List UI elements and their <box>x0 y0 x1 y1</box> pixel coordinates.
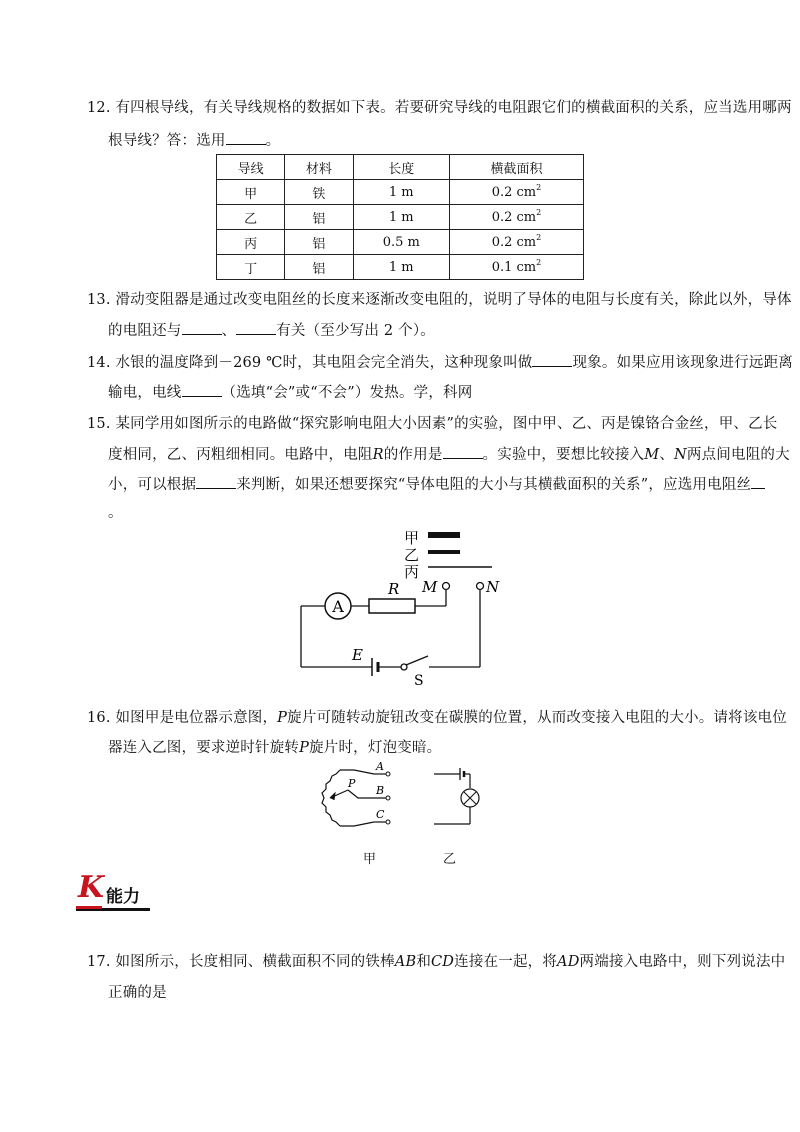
section-underline-accent <box>76 906 102 909</box>
resistor-label: R <box>388 580 400 598</box>
circuit-figure <box>296 522 506 692</box>
switch-blade <box>406 656 428 665</box>
q16-line1: 16. 如图甲是电位器示意图，P旋片可随转动旋钮改变在碳膜的位置，从而改变接入电阻的大小。请将该电位 <box>87 710 787 726</box>
resistor-symbol <box>369 599 415 613</box>
q15-line3: 小，可以根据 来判断，如果还想要探究“导体电阻的大小与其横截面积的关系”，应选用电阻丝 <box>108 474 765 495</box>
q17-line1: 17. 如图所示，长度相同、横截面积不同的铁棒AB和CD连接在一起，将AD两端接入电路中，则下列说法中 <box>87 954 786 970</box>
answer-blank <box>751 474 765 489</box>
terminal-n <box>477 583 484 590</box>
terminal-n-label: N <box>486 578 500 596</box>
section-title: 能力 <box>106 887 140 907</box>
wire-label-yi: 乙 <box>404 546 420 564</box>
q15-line4: 。 <box>108 505 123 521</box>
wire-sample-jia <box>428 532 460 538</box>
terminal-a <box>386 772 390 776</box>
answer-blank <box>182 382 222 397</box>
slider-label: P <box>348 777 356 790</box>
terminal-c <box>386 820 390 824</box>
q14-line2: 输电，电线 （选填“会”或“不会”）发热。学，科网 <box>108 382 472 403</box>
q13-line1: 13. 滑动变阻器是通过改变电阻丝的长度来逐渐改变电阻的，说明了导体的电阻与长度有关，除此以外，导体 <box>87 292 792 308</box>
answer-blank <box>236 320 276 335</box>
table-header: 材料 <box>285 155 353 180</box>
terminal-m <box>443 583 450 590</box>
terminal-b-label: B <box>376 784 385 797</box>
section-letter-k: K <box>78 870 105 905</box>
table-header: 横截面积 <box>449 155 583 180</box>
terminal-a-label: A <box>376 760 384 773</box>
terminal-m-label: M <box>422 578 438 596</box>
table-row: 甲 铁 1 m 0.2 $cm^2$ <box>217 180 584 205</box>
q12-line1: 12. 有四根导线，有关导线规格的数据如下表。若要研究导线的电阻跟它们的横截面积的关系，应当选用哪两 <box>87 100 792 116</box>
figure-caption-jia: 甲 <box>363 852 377 867</box>
answer-blank <box>532 352 572 367</box>
answer-blank <box>196 474 236 489</box>
answer-blank <box>226 130 266 145</box>
table-header: 导线 <box>217 155 285 180</box>
wire-label-bing: 丙 <box>404 563 420 581</box>
switch-label: S <box>414 673 424 689</box>
wire-spec-table <box>216 154 584 280</box>
table-row: 丙 铝 0.5 m 0.2 $cm^2$ <box>217 230 584 255</box>
q14-line1: 14. 水银的温度降到－269 ℃时，其电阻会完全消失，这种现象叫做 现象。如果应用该现象进行远距离 <box>87 352 793 373</box>
table-row: 丁 铝 1 m 0.1 $cm^2$ <box>217 255 584 280</box>
terminal-b <box>386 796 390 800</box>
wire-sample-yi <box>428 550 460 554</box>
q16-line2: 器连入乙图，要求逆时针旋转P旋片时，灯泡变暗。 <box>108 740 442 756</box>
potentiometer-figure <box>318 760 488 832</box>
answer-blank <box>182 320 222 335</box>
q15-line1: 15. 某同学用如图所示的电路做“探究影响电阻大小因素”的实验，图中甲、乙、丙是镍铬合金丝，甲、乙长 <box>87 416 778 432</box>
table-row: 乙 铝 1 m 0.2 $cm^2$ <box>217 205 584 230</box>
terminal-c-label: C <box>376 808 385 821</box>
q12-line2: 根导线？答：选用 。 <box>108 130 280 151</box>
answer-blank <box>443 444 483 459</box>
q13-line2: 的电阻还与 、 有关（至少写出 2 个）。 <box>108 320 435 341</box>
figure-caption-yi: 乙 <box>443 852 457 867</box>
q15-line2: 度相同，乙、丙粗细相同。电路中，电阻R的作用是 。实验中，要想比较接入M、N两点间电阻的大 <box>108 444 790 465</box>
table-header: 长度 <box>353 155 449 180</box>
battery-label: E <box>352 646 363 664</box>
q17-line2: 正确的是 <box>108 985 167 1001</box>
ammeter-label: A <box>332 597 344 616</box>
wire-label-jia: 甲 <box>404 529 420 547</box>
